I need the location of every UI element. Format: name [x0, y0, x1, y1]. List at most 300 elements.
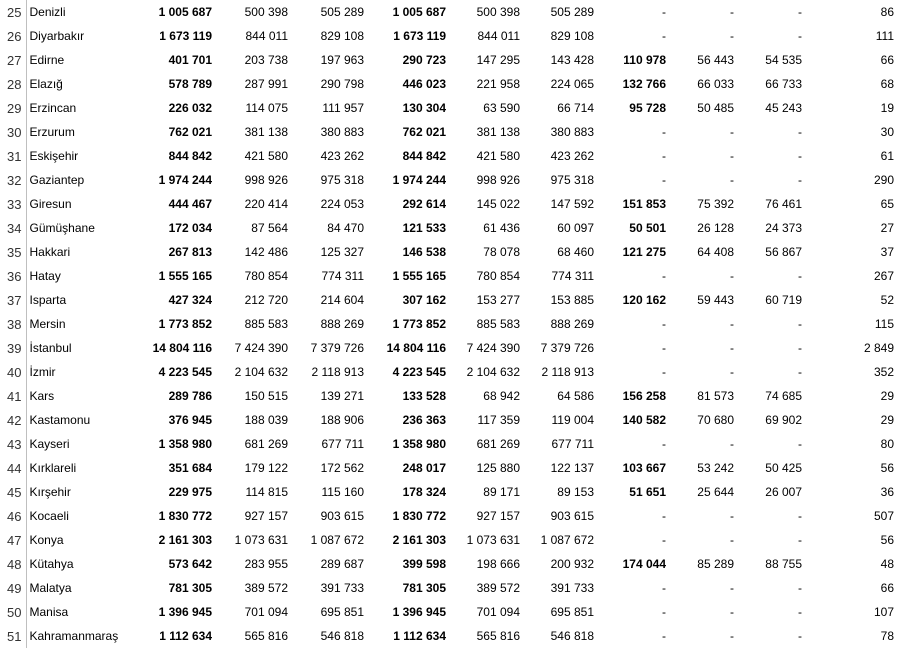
- value-cell[interactable]: 66: [880, 53, 894, 67]
- row-header[interactable]: 30: [0, 120, 26, 144]
- province-name-cell[interactable]: Konya: [29, 533, 64, 547]
- row-header[interactable]: 28: [0, 72, 26, 96]
- value-cell[interactable]: 120 162: [622, 293, 666, 307]
- row-header[interactable]: 34: [0, 216, 26, 240]
- value-cell[interactable]: -: [662, 173, 666, 187]
- table-row[interactable]: [0, 48, 898, 72]
- value-cell[interactable]: 200 932: [550, 557, 594, 571]
- value-cell[interactable]: 1 673 119: [159, 29, 212, 43]
- value-cell[interactable]: 80: [880, 437, 894, 451]
- table-row[interactable]: [0, 288, 898, 312]
- value-cell[interactable]: 829 108: [550, 29, 594, 43]
- province-name-cell[interactable]: Hakkari: [29, 245, 71, 259]
- value-cell[interactable]: 130 304: [402, 101, 446, 115]
- value-cell[interactable]: 66: [880, 581, 894, 595]
- value-cell[interactable]: 1 087 672: [540, 533, 594, 547]
- province-name-cell[interactable]: İstanbul: [29, 341, 72, 355]
- table-row[interactable]: [0, 216, 898, 240]
- table-row[interactable]: [0, 504, 898, 528]
- value-cell[interactable]: 151 853: [622, 197, 666, 211]
- table-row[interactable]: [0, 480, 898, 504]
- value-cell[interactable]: 1 073 631: [466, 533, 520, 547]
- value-cell[interactable]: 844 842: [168, 149, 212, 163]
- value-cell[interactable]: 119 004: [551, 413, 594, 427]
- value-cell[interactable]: 885 583: [244, 317, 288, 331]
- value-cell[interactable]: 844 842: [402, 149, 446, 163]
- value-cell[interactable]: 292 614: [402, 197, 446, 211]
- value-cell[interactable]: 86: [880, 5, 894, 19]
- value-cell[interactable]: 179 122: [244, 461, 288, 475]
- value-cell[interactable]: 380 883: [320, 125, 364, 139]
- value-cell[interactable]: -: [798, 605, 802, 619]
- value-cell[interactable]: 172 562: [320, 461, 364, 475]
- value-cell[interactable]: 30: [880, 125, 894, 139]
- value-cell[interactable]: -: [662, 29, 666, 43]
- row-header[interactable]: 39: [0, 336, 26, 360]
- value-cell[interactable]: -: [730, 533, 734, 547]
- value-cell[interactable]: 975 318: [320, 173, 364, 187]
- value-cell[interactable]: 221 958: [476, 77, 520, 91]
- value-cell[interactable]: 446 023: [402, 77, 446, 91]
- row-header[interactable]: 38: [0, 312, 26, 336]
- value-cell[interactable]: 156 258: [622, 389, 666, 403]
- value-cell[interactable]: 7 379 726: [310, 341, 364, 355]
- value-cell[interactable]: 578 789: [168, 77, 212, 91]
- value-cell[interactable]: 998 926: [244, 173, 288, 187]
- value-cell[interactable]: 423 262: [550, 149, 594, 163]
- value-cell[interactable]: -: [662, 437, 666, 451]
- value-cell[interactable]: -: [798, 341, 802, 355]
- value-cell[interactable]: 565 816: [476, 629, 520, 643]
- value-cell[interactable]: 290 798: [320, 77, 364, 91]
- value-cell[interactable]: -: [798, 533, 802, 547]
- value-cell[interactable]: 1 673 119: [393, 29, 446, 43]
- value-cell[interactable]: 381 138: [476, 125, 520, 139]
- province-name-cell[interactable]: Denizli: [29, 5, 66, 19]
- value-cell[interactable]: 283 955: [244, 557, 288, 571]
- value-cell[interactable]: -: [730, 269, 734, 283]
- value-cell[interactable]: 142 486: [244, 245, 288, 259]
- value-cell[interactable]: 380 883: [550, 125, 594, 139]
- value-cell[interactable]: 198 666: [476, 557, 520, 571]
- value-cell[interactable]: 888 269: [320, 317, 364, 331]
- table-row[interactable]: [0, 600, 898, 624]
- value-cell[interactable]: 29: [880, 389, 894, 403]
- value-cell[interactable]: 507: [873, 509, 894, 523]
- value-cell[interactable]: -: [730, 173, 734, 187]
- value-cell[interactable]: 65: [880, 197, 894, 211]
- value-cell[interactable]: 927 157: [244, 509, 288, 523]
- value-cell[interactable]: -: [662, 317, 666, 331]
- value-cell[interactable]: 24 373: [765, 221, 802, 235]
- province-name-cell[interactable]: Kastamonu: [29, 413, 91, 427]
- value-cell[interactable]: 844 011: [477, 29, 520, 43]
- value-cell[interactable]: 81 573: [697, 389, 734, 403]
- value-cell[interactable]: 50 425: [765, 461, 802, 475]
- province-name-cell[interactable]: Mersin: [29, 317, 66, 331]
- value-cell[interactable]: 903 615: [320, 509, 364, 523]
- value-cell[interactable]: 132 766: [622, 77, 666, 91]
- value-cell[interactable]: -: [662, 509, 666, 523]
- value-cell[interactable]: -: [662, 605, 666, 619]
- value-cell[interactable]: 78 078: [483, 245, 520, 259]
- value-cell[interactable]: 389 572: [476, 581, 520, 595]
- table-row[interactable]: [0, 120, 898, 144]
- value-cell[interactable]: 150 515: [244, 389, 288, 403]
- value-cell[interactable]: 681 269: [244, 437, 288, 451]
- value-cell[interactable]: 391 733: [320, 581, 364, 595]
- value-cell[interactable]: 505 289: [550, 5, 594, 19]
- value-cell[interactable]: 145 022: [476, 197, 520, 211]
- value-cell[interactable]: 289 786: [168, 389, 212, 403]
- value-cell[interactable]: -: [730, 365, 734, 379]
- value-cell[interactable]: -: [798, 581, 802, 595]
- value-cell[interactable]: 399 598: [402, 557, 446, 571]
- province-name-cell[interactable]: Kayseri: [29, 437, 70, 451]
- value-cell[interactable]: 61: [880, 149, 894, 163]
- value-cell[interactable]: 829 108: [320, 29, 364, 43]
- value-cell[interactable]: 1 555 165: [158, 269, 212, 283]
- value-cell[interactable]: 115: [874, 317, 894, 331]
- row-header[interactable]: 51: [0, 624, 26, 648]
- value-cell[interactable]: 701 094: [244, 605, 288, 619]
- value-cell[interactable]: -: [798, 173, 802, 187]
- value-cell[interactable]: 87 564: [251, 221, 288, 235]
- value-cell[interactable]: 500 398: [244, 5, 288, 19]
- row-header[interactable]: 41: [0, 384, 26, 408]
- value-cell[interactable]: 7 424 390: [234, 341, 288, 355]
- value-cell[interactable]: 140 582: [622, 413, 666, 427]
- value-cell[interactable]: -: [662, 629, 666, 643]
- province-name-cell[interactable]: Erzurum: [29, 125, 75, 139]
- value-cell[interactable]: 56 867: [765, 245, 802, 259]
- value-cell[interactable]: 2 161 303: [392, 533, 446, 547]
- value-cell[interactable]: 1 358 980: [392, 437, 446, 451]
- value-cell[interactable]: 56: [880, 461, 894, 475]
- value-cell[interactable]: 153 885: [550, 293, 594, 307]
- value-cell[interactable]: -: [662, 149, 666, 163]
- value-cell[interactable]: 110 978: [623, 53, 666, 67]
- value-cell[interactable]: -: [730, 125, 734, 139]
- value-cell[interactable]: 248 017: [402, 461, 446, 475]
- value-cell[interactable]: 1 005 687: [392, 5, 446, 19]
- value-cell[interactable]: 229 975: [168, 485, 212, 499]
- value-cell[interactable]: -: [798, 149, 802, 163]
- value-cell[interactable]: 147 295: [476, 53, 520, 67]
- value-cell[interactable]: 677 711: [551, 437, 594, 451]
- value-cell[interactable]: 2 118 913: [541, 365, 594, 379]
- value-cell[interactable]: 2 118 913: [311, 365, 364, 379]
- value-cell[interactable]: 76 461: [765, 197, 802, 211]
- table-row[interactable]: [0, 312, 898, 336]
- value-cell[interactable]: 188 906: [320, 413, 364, 427]
- value-cell[interactable]: 1 112 634: [393, 629, 446, 643]
- value-cell[interactable]: 143 428: [550, 53, 594, 67]
- value-cell[interactable]: 1 073 631: [234, 533, 288, 547]
- value-cell[interactable]: 1 555 165: [392, 269, 446, 283]
- value-cell[interactable]: -: [730, 509, 734, 523]
- value-cell[interactable]: 1 112 634: [159, 629, 212, 643]
- value-cell[interactable]: 64 408: [697, 245, 734, 259]
- value-cell[interactable]: 444 467: [168, 197, 212, 211]
- value-cell[interactable]: 677 711: [321, 437, 364, 451]
- value-cell[interactable]: 546 818: [320, 629, 364, 643]
- row-header[interactable]: 25: [0, 0, 26, 24]
- value-cell[interactable]: 1 773 852: [158, 317, 212, 331]
- value-cell[interactable]: 188 039: [244, 413, 288, 427]
- table-row[interactable]: [0, 528, 898, 552]
- value-cell[interactable]: -: [662, 5, 666, 19]
- value-cell[interactable]: 1 830 772: [392, 509, 446, 523]
- table-row[interactable]: [0, 360, 898, 384]
- value-cell[interactable]: 1 358 980: [158, 437, 212, 451]
- value-cell[interactable]: -: [730, 149, 734, 163]
- value-cell[interactable]: 780 854: [476, 269, 520, 283]
- province-name-cell[interactable]: Isparta: [29, 293, 67, 307]
- value-cell[interactable]: 287 991: [244, 77, 288, 91]
- row-header[interactable]: 35: [0, 240, 26, 264]
- row-header[interactable]: 29: [0, 96, 26, 120]
- value-cell[interactable]: 1 005 687: [158, 5, 212, 19]
- value-cell[interactable]: 224 053: [320, 197, 364, 211]
- value-cell[interactable]: -: [730, 605, 734, 619]
- value-cell[interactable]: 139 271: [320, 389, 364, 403]
- value-cell[interactable]: 1 396 945: [158, 605, 212, 619]
- table-row[interactable]: [0, 624, 898, 648]
- value-cell[interactable]: 701 094: [476, 605, 520, 619]
- table-row[interactable]: [0, 240, 898, 264]
- value-cell[interactable]: 4 223 545: [392, 365, 446, 379]
- value-cell[interactable]: 14 804 116: [386, 341, 446, 355]
- value-cell[interactable]: 695 851: [550, 605, 594, 619]
- province-name-cell[interactable]: Giresun: [29, 197, 72, 211]
- value-cell[interactable]: 125 880: [476, 461, 520, 475]
- value-cell[interactable]: 7 379 726: [540, 341, 594, 355]
- value-cell[interactable]: 1 974 244: [158, 173, 212, 187]
- row-header[interactable]: 44: [0, 456, 26, 480]
- value-cell[interactable]: 391 733: [550, 581, 594, 595]
- value-cell[interactable]: 85 289: [697, 557, 734, 571]
- province-name-cell[interactable]: Kahramanmaraş: [29, 629, 119, 643]
- value-cell[interactable]: 1 974 244: [392, 173, 446, 187]
- value-cell[interactable]: 48: [880, 557, 894, 571]
- table-row[interactable]: [0, 24, 898, 48]
- value-cell[interactable]: 681 269: [476, 437, 520, 451]
- value-cell[interactable]: 68: [880, 77, 894, 91]
- value-cell[interactable]: 89 171: [483, 485, 520, 499]
- value-cell[interactable]: 133 528: [402, 389, 446, 403]
- value-cell[interactable]: 26 128: [697, 221, 734, 235]
- value-cell[interactable]: 307 162: [402, 293, 446, 307]
- value-cell[interactable]: 381 138: [244, 125, 288, 139]
- value-cell[interactable]: 146 538: [402, 245, 446, 259]
- value-cell[interactable]: 174 044: [622, 557, 666, 571]
- value-cell[interactable]: 236 363: [402, 413, 446, 427]
- value-cell[interactable]: -: [730, 341, 734, 355]
- value-cell[interactable]: 267 813: [168, 245, 212, 259]
- province-name-cell[interactable]: Kocaeli: [29, 509, 69, 523]
- value-cell[interactable]: 220 414: [244, 197, 288, 211]
- value-cell[interactable]: 153 277: [476, 293, 520, 307]
- value-cell[interactable]: 66 033: [697, 77, 734, 91]
- value-cell[interactable]: 774 311: [321, 269, 364, 283]
- value-cell[interactable]: 64 586: [557, 389, 594, 403]
- value-cell[interactable]: -: [730, 5, 734, 19]
- value-cell[interactable]: 53 242: [697, 461, 734, 475]
- value-cell[interactable]: 781 305: [168, 581, 212, 595]
- province-name-cell[interactable]: Elazığ: [29, 77, 63, 91]
- province-name-cell[interactable]: Malatya: [29, 581, 72, 595]
- value-cell[interactable]: 60 719: [765, 293, 802, 307]
- value-cell[interactable]: 774 311: [551, 269, 594, 283]
- value-cell[interactable]: 56: [880, 533, 894, 547]
- value-cell[interactable]: 70 680: [697, 413, 734, 427]
- table-row[interactable]: [0, 408, 898, 432]
- value-cell[interactable]: 401 701: [168, 53, 212, 67]
- row-header[interactable]: 49: [0, 576, 26, 600]
- province-name-cell[interactable]: Erzincan: [29, 101, 77, 115]
- value-cell[interactable]: 122 137: [550, 461, 594, 475]
- value-cell[interactable]: 267: [873, 269, 894, 283]
- value-cell[interactable]: 84 470: [327, 221, 364, 235]
- value-cell[interactable]: 197 963: [320, 53, 364, 67]
- value-cell[interactable]: 78: [880, 629, 894, 643]
- value-cell[interactable]: 762 021: [402, 125, 446, 139]
- value-cell[interactable]: -: [662, 125, 666, 139]
- value-cell[interactable]: -: [798, 437, 802, 451]
- row-header[interactable]: 26: [0, 24, 26, 48]
- value-cell[interactable]: -: [798, 29, 802, 43]
- value-cell[interactable]: 95 728: [629, 101, 666, 115]
- value-cell[interactable]: 115 160: [321, 485, 364, 499]
- value-cell[interactable]: 781 305: [402, 581, 446, 595]
- value-cell[interactable]: 89 153: [557, 485, 594, 499]
- value-cell[interactable]: -: [730, 629, 734, 643]
- row-header[interactable]: 43: [0, 432, 26, 456]
- value-cell[interactable]: 103 667: [622, 461, 666, 475]
- row-header[interactable]: 32: [0, 168, 26, 192]
- value-cell[interactable]: -: [730, 581, 734, 595]
- row-header[interactable]: 37: [0, 288, 26, 312]
- value-cell[interactable]: 56 443: [697, 53, 734, 67]
- value-cell[interactable]: 111 957: [322, 101, 364, 115]
- value-cell[interactable]: 121 275: [622, 245, 666, 259]
- value-cell[interactable]: -: [662, 581, 666, 595]
- row-header[interactable]: 47: [0, 528, 26, 552]
- value-cell[interactable]: -: [730, 437, 734, 451]
- value-cell[interactable]: 88 755: [765, 557, 802, 571]
- value-cell[interactable]: 114 815: [245, 485, 288, 499]
- row-header[interactable]: 36: [0, 264, 26, 288]
- value-cell[interactable]: -: [798, 269, 802, 283]
- value-cell[interactable]: -: [798, 5, 802, 19]
- table-row[interactable]: [0, 576, 898, 600]
- value-cell[interactable]: 1 396 945: [392, 605, 446, 619]
- value-cell[interactable]: 903 615: [550, 509, 594, 523]
- value-cell[interactable]: 505 289: [320, 5, 364, 19]
- value-cell[interactable]: -: [662, 533, 666, 547]
- value-cell[interactable]: 29: [880, 413, 894, 427]
- row-header[interactable]: 45: [0, 480, 26, 504]
- value-cell[interactable]: 289 687: [320, 557, 364, 571]
- table-row[interactable]: [0, 264, 898, 288]
- table-row[interactable]: [0, 384, 898, 408]
- value-cell[interactable]: 114 075: [245, 101, 288, 115]
- value-cell[interactable]: 421 580: [244, 149, 288, 163]
- value-cell[interactable]: 117 359: [477, 413, 520, 427]
- table-row[interactable]: [0, 72, 898, 96]
- value-cell[interactable]: 427 324: [168, 293, 212, 307]
- table-row[interactable]: [0, 336, 898, 360]
- value-cell[interactable]: 27: [880, 221, 894, 235]
- value-cell[interactable]: 888 269: [550, 317, 594, 331]
- row-header[interactable]: 40: [0, 360, 26, 384]
- value-cell[interactable]: -: [798, 317, 802, 331]
- value-cell[interactable]: 125 327: [320, 245, 364, 259]
- value-cell[interactable]: 376 945: [168, 413, 212, 427]
- row-header[interactable]: 31: [0, 144, 26, 168]
- value-cell[interactable]: 7 424 390: [466, 341, 520, 355]
- province-name-cell[interactable]: Eskişehir: [29, 149, 79, 163]
- value-cell[interactable]: 107: [873, 605, 894, 619]
- value-cell[interactable]: 565 816: [244, 629, 288, 643]
- row-header[interactable]: 50: [0, 600, 26, 624]
- table-row[interactable]: [0, 168, 898, 192]
- value-cell[interactable]: 52: [880, 293, 894, 307]
- value-cell[interactable]: 998 926: [476, 173, 520, 187]
- value-cell[interactable]: 290 723: [402, 53, 446, 67]
- province-name-cell[interactable]: Edirne: [29, 53, 65, 67]
- table-row[interactable]: [0, 192, 898, 216]
- value-cell[interactable]: 50 501: [629, 221, 666, 235]
- value-cell[interactable]: 61 436: [483, 221, 520, 235]
- value-cell[interactable]: 178 324: [402, 485, 446, 499]
- value-cell[interactable]: 69 902: [765, 413, 802, 427]
- value-cell[interactable]: 63 590: [483, 101, 520, 115]
- value-cell[interactable]: 389 572: [244, 581, 288, 595]
- value-cell[interactable]: 14 804 116: [152, 341, 212, 355]
- value-cell[interactable]: 780 854: [244, 269, 288, 283]
- value-cell[interactable]: 66 714: [557, 101, 594, 115]
- value-cell[interactable]: -: [730, 29, 734, 43]
- table-row[interactable]: [0, 144, 898, 168]
- value-cell[interactable]: 212 720: [244, 293, 288, 307]
- value-cell[interactable]: 74 685: [765, 389, 802, 403]
- value-cell[interactable]: 2 849: [863, 341, 894, 355]
- value-cell[interactable]: 111: [875, 29, 894, 43]
- province-name-cell[interactable]: Kırklareli: [29, 461, 77, 475]
- value-cell[interactable]: 36: [880, 485, 894, 499]
- value-cell[interactable]: 352: [873, 365, 894, 379]
- value-cell[interactable]: 975 318: [550, 173, 594, 187]
- value-cell[interactable]: 290: [873, 173, 894, 187]
- value-cell[interactable]: 68 460: [557, 245, 594, 259]
- value-cell[interactable]: 546 818: [550, 629, 594, 643]
- value-cell[interactable]: 695 851: [320, 605, 364, 619]
- row-header[interactable]: 42: [0, 408, 26, 432]
- value-cell[interactable]: 1 830 772: [158, 509, 212, 523]
- value-cell[interactable]: 351 684: [168, 461, 212, 475]
- value-cell[interactable]: 172 034: [168, 221, 212, 235]
- value-cell[interactable]: -: [662, 365, 666, 379]
- value-cell[interactable]: 224 065: [550, 77, 594, 91]
- value-cell[interactable]: -: [730, 317, 734, 331]
- value-cell[interactable]: 68 942: [483, 389, 520, 403]
- value-cell[interactable]: 2 104 632: [234, 365, 288, 379]
- value-cell[interactable]: 59 443: [697, 293, 734, 307]
- value-cell[interactable]: 2 161 303: [158, 533, 212, 547]
- province-name-cell[interactable]: İzmir: [29, 365, 56, 379]
